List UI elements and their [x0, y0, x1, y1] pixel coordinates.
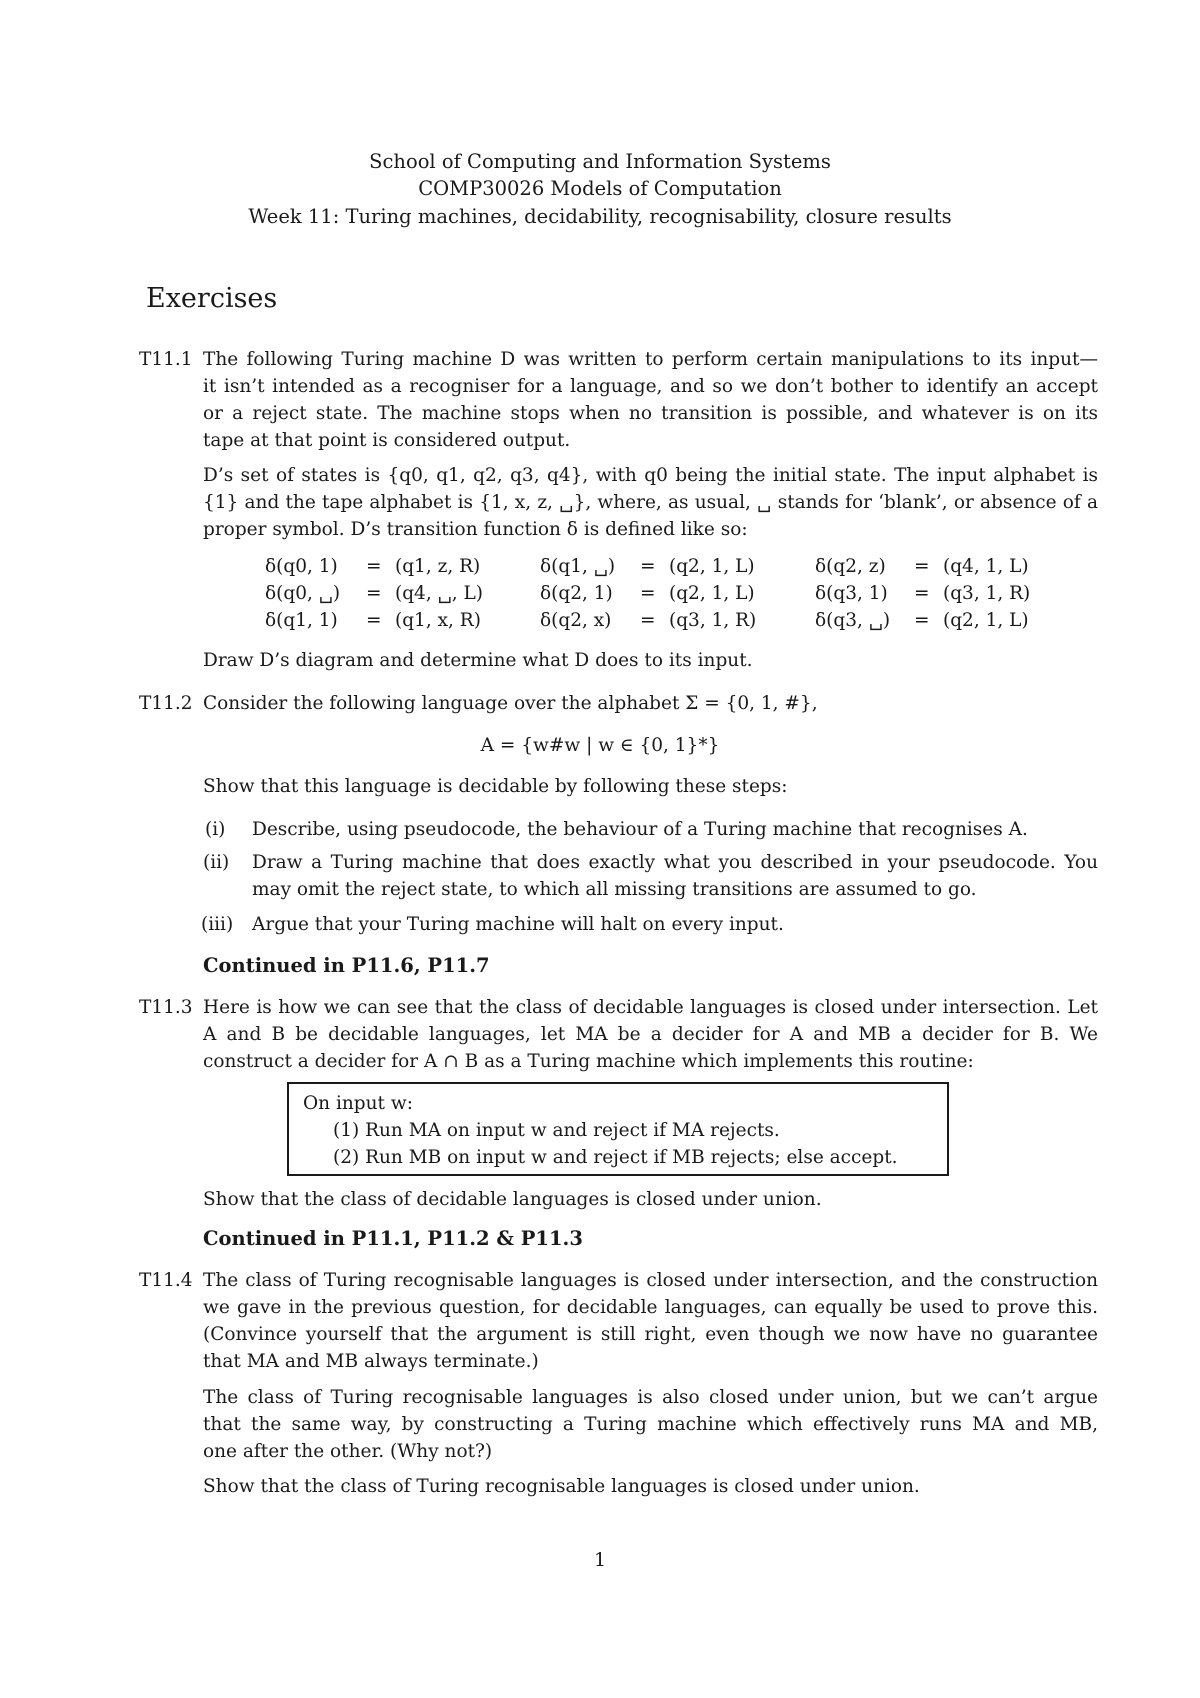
paragraph-line: Show that this language is decidable by following these steps: — [203, 776, 788, 797]
transition-eq: = — [366, 556, 382, 577]
transition-rhs: (q4, 1, L) — [943, 556, 1029, 577]
list-item-text: may omit the reject state, to which all missing transitions are assumed to go. — [252, 879, 977, 900]
transition-rhs: (q1, z, R) — [395, 556, 481, 577]
paragraph-line: (Convince yourself that the argument is still right, even though we now have no guarantee — [203, 1324, 1098, 1345]
transition-eq: = — [914, 583, 930, 604]
header-week: Week 11: Turing machines, decidability, recognisability, closure results — [248, 205, 952, 228]
paragraph-line: that MA and MB always terminate.) — [203, 1351, 539, 1372]
transition-lhs: δ(q1, 1) — [265, 610, 338, 631]
continued-note: Continued in P11.1, P11.2 & P11.3 — [203, 1227, 583, 1250]
transition-lhs: δ(q3, 1) — [815, 583, 888, 604]
display-formula: A = {w#w | w ∈ {0, 1}*} — [480, 735, 720, 756]
header-course: COMP30026 Models of Computation — [418, 177, 782, 200]
transition-eq: = — [914, 610, 930, 631]
list-item-text: Draw a Turing machine that does exactly what you described in your pseudocode. You — [252, 852, 1098, 873]
continued-note: Continued in P11.6, P11.7 — [203, 954, 490, 977]
pseudocode-line: On input w: — [303, 1093, 413, 1114]
transition-eq: = — [640, 556, 656, 577]
transition-rhs: (q1, x, R) — [395, 610, 481, 631]
list-item-label: (ii) — [203, 852, 230, 873]
transition-eq: = — [366, 583, 382, 604]
paragraph-line: it isn’t intended as a recogniser for a language, and so we don’t bother to identify an accept — [203, 376, 1098, 397]
list-item-text: Argue that your Turing machine will halt on every input. — [252, 914, 784, 935]
transition-eq: = — [640, 583, 656, 604]
transition-rhs: (q4, ␣, L) — [395, 583, 483, 604]
paragraph-line: or a reject state. The machine stops when no transition is possible, and whatever is on its — [203, 403, 1098, 424]
pseudocode-line: (2) Run MB on input w and reject if MB rejects; else accept. — [333, 1147, 898, 1168]
exercise-number: T11.4 — [139, 1270, 193, 1291]
paragraph-line: Show that the class of Turing recognisable languages is closed under union. — [203, 1476, 920, 1497]
transition-rhs: (q3, 1, R) — [943, 583, 1031, 604]
paragraph-line: one after the other. (Why not?) — [203, 1441, 493, 1462]
transition-rhs: (q2, 1, L) — [943, 610, 1029, 631]
transition-lhs: δ(q2, z) — [815, 556, 886, 577]
exercise-number: T11.1 — [139, 349, 193, 370]
paragraph-line: D’s set of states is {q0, q1, q2, q3, q4}, with q0 being the initial state. The input alphabet is — [203, 465, 1098, 486]
transition-lhs: δ(q0, ␣) — [265, 583, 341, 604]
list-item-label: (iii) — [201, 914, 234, 935]
paragraph-line: Draw D’s diagram and determine what D does to its input. — [203, 650, 753, 671]
section-title: Exercises — [146, 283, 278, 314]
paragraph-line: tape at that point is considered output. — [203, 430, 571, 451]
paragraph-line: {1} and the tape alphabet is {1, x, z, ␣}, where, as usual, ␣ stands for ‘blank’, or absence of a — [203, 492, 1098, 513]
transition-lhs: δ(q2, 1) — [540, 583, 613, 604]
transition-lhs: δ(q0, 1) — [265, 556, 338, 577]
paragraph-line: we gave in the previous question, for decidable languages, can equally be used to prove this. — [203, 1297, 1098, 1318]
paragraph-line: Consider the following language over the alphabet Σ = {0, 1, #}, — [203, 693, 818, 714]
exercise-number: T11.2 — [139, 693, 193, 714]
paragraph-line: The class of Turing recognisable languages is closed under intersection, and the construction — [203, 1270, 1098, 1291]
paragraph-line: The following Turing machine D was written to perform certain manipulations to its input— — [203, 349, 1098, 370]
paragraph-line: Show that the class of decidable languages is closed under union. — [203, 1189, 822, 1210]
transition-lhs: δ(q1, ␣) — [540, 556, 616, 577]
paragraph-line: that the same way, by constructing a Turing machine which effectively runs MA and MB, — [203, 1414, 1098, 1435]
transition-eq: = — [366, 610, 382, 631]
exercise-number: T11.3 — [139, 997, 193, 1018]
transition-lhs: δ(q3, ␣) — [815, 610, 891, 631]
page-number: 1 — [593, 1549, 607, 1571]
header-school: School of Computing and Information Systems — [369, 150, 831, 173]
paragraph-line: Here is how we can see that the class of decidable languages is closed under intersection. Let — [203, 997, 1098, 1018]
transition-rhs: (q2, 1, L) — [669, 583, 755, 604]
list-item-label: (i) — [205, 819, 226, 840]
pseudocode-line: (1) Run MA on input w and reject if MA rejects. — [333, 1120, 780, 1141]
paragraph-line: proper symbol. D’s transition function δ is defined like so: — [203, 519, 748, 540]
transition-eq: = — [640, 610, 656, 631]
paragraph-line: construct a decider for A ∩ B as a Turing machine which implements this routine: — [203, 1051, 974, 1072]
transition-rhs: (q3, 1, R) — [669, 610, 757, 631]
paragraph-line: The class of Turing recognisable languages is also closed under union, but we can’t argue — [203, 1387, 1098, 1408]
transition-lhs: δ(q2, x) — [540, 610, 612, 631]
paragraph-line: A and B be decidable languages, let MA be a decider for A and MB a decider for B. We — [203, 1024, 1098, 1045]
list-item-text: Describe, using pseudocode, the behaviour of a Turing machine that recognises A. — [252, 819, 1028, 840]
transition-eq: = — [914, 556, 930, 577]
transition-rhs: (q2, 1, L) — [669, 556, 755, 577]
